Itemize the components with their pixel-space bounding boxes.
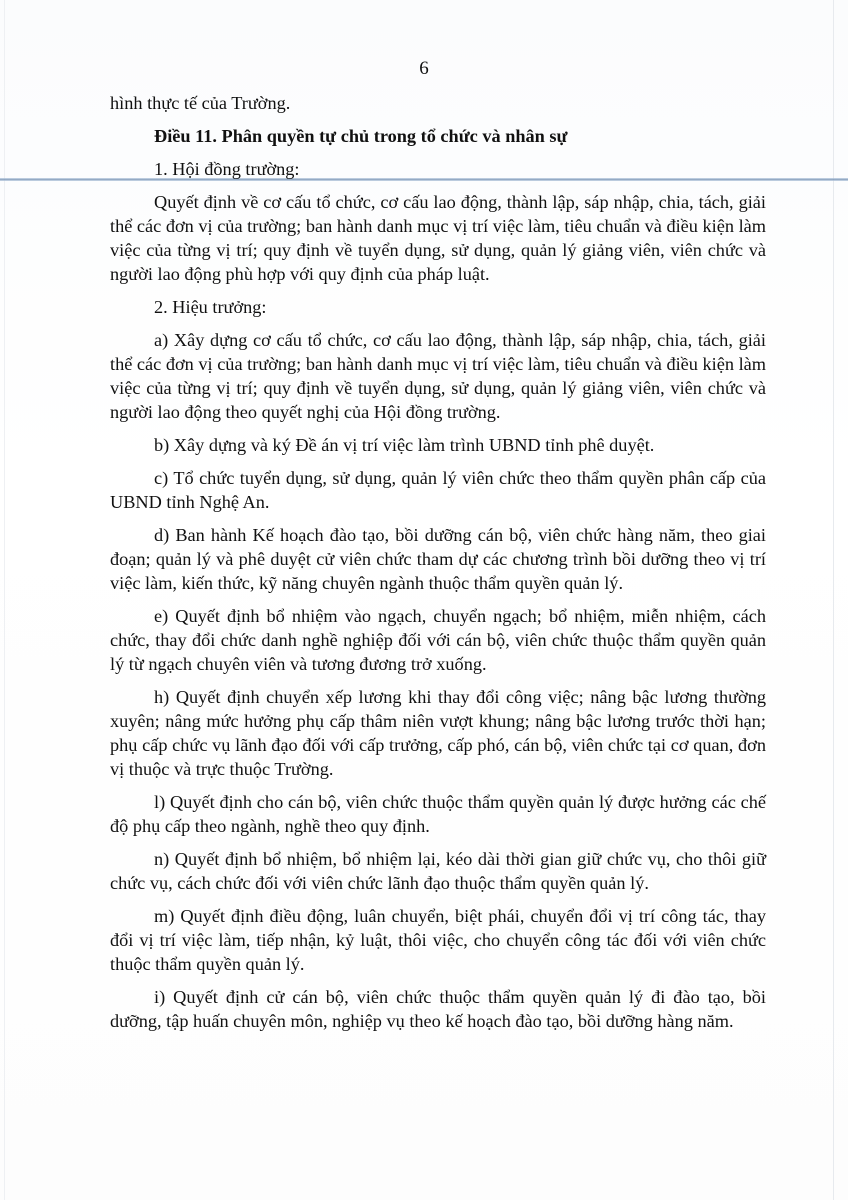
list-item: i) Quyết định cử cán bộ, viên chức thuộc thẩm quyền quản lý đi đào tạo, bồi dưỡng, tập huấn chuyên môn, nghiệp vụ theo kế hoạch đào tạo, bồi dưỡng hàng năm.: [110, 987, 766, 1031]
list-item: d) Ban hành Kế hoạch đào tạo, bồi dưỡng cán bộ, viên chức hàng năm, theo giai đoạn; quản lý và phê duyệt cử viên chức tham dự các chương trình bồi dưỡng theo vị trí việc làm, kiến thức, kỹ năng chuyên ngành thuộc thẩm quyền quản lý.: [110, 525, 766, 593]
list-item: c) Tổ chức tuyển dụng, sử dụng, quản lý viên chức theo thẩm quyền phân cấp của UBND tỉnh Nghệ An.: [110, 468, 766, 512]
document-body: [110, 91, 766, 1042]
section-heading: 2. Hiệu trưởng:: [154, 297, 267, 317]
list-item: b) Xây dựng và ký Đề án vị trí việc làm trình UBND tỉnh phê duyệt.: [154, 435, 655, 455]
section-heading: 1. Hội đồng trường:: [154, 159, 300, 179]
page-number: 6: [419, 58, 429, 79]
list-item: h) Quyết định chuyển xếp lương khi thay đổi công việc; nâng bậc lương thường xuyên; nâng mức hưởng phụ cấp thâm niên vượt khung; nâng bậc lương trước thời hạn; phụ cấp chức vụ lãnh đạo đối với cấp trưởng, cấp phó, cán bộ, viên chức tại cơ quan, đơn vị thuộc và trực thuộc Trường.: [110, 687, 766, 779]
list-item: n) Quyết định bổ nhiệm, bổ nhiệm lại, kéo dài thời gian giữ chức vụ, cho thôi giữ chức vụ, cách chức đối với viên chức lãnh đạo thuộc thẩm quyền quản lý.: [110, 849, 766, 893]
list-item: m) Quyết định điều động, luân chuyển, biệt phái, chuyển đổi vị trí công tác, thay đổi vị trí việc làm, tiếp nhận, kỷ luật, thôi việc, cho chuyển công tác đối với viên chức thuộc thẩm quyền quản lý.: [110, 906, 766, 974]
paragraph-continuation: hình thực tế của Trường.: [110, 93, 291, 113]
list-item: e) Quyết định bổ nhiệm vào ngạch, chuyển ngạch; bổ nhiệm, miễn nhiệm, cách chức, thay đổi chức danh nghề nghiệp đối với cán bộ, viên chức thuộc thẩm quyền quản lý từ ngạch chuyên viên và tương đương trở xuống.: [110, 606, 766, 674]
article-heading: Điều 11. Phân quyền tự chủ trong tổ chức và nhân sự: [154, 126, 568, 146]
paragraph: Quyết định về cơ cấu tổ chức, cơ cấu lao động, thành lập, sáp nhập, chia, tách, giải thể các đơn vị của trường; ban hành danh mục vị trí việc làm, tiêu chuẩn và điều kiện làm việc của từng vị trí; quy định về tuyển dụng, sử dụng, quản lý giảng viên, viên chức và người lao động phù hợp với quy định của pháp luật.: [110, 192, 766, 284]
list-item: a) Xây dựng cơ cấu tổ chức, cơ cấu lao động, thành lập, sáp nhập, chia, tách, giải thể các đơn vị của trường; ban hành danh mục vị trí việc làm, tiêu chuẩn và điều kiện làm việc của từng vị trí; quy định về tuyển dụng, sử dụng, quản lý giảng viên, viên chức và người lao động theo quyết nghị của Hội đồng trường.: [110, 330, 766, 422]
list-item: l) Quyết định cho cán bộ, viên chức thuộc thẩm quyền quản lý được hưởng các chế độ phụ cấp theo ngành, nghề theo quy định.: [110, 792, 766, 836]
